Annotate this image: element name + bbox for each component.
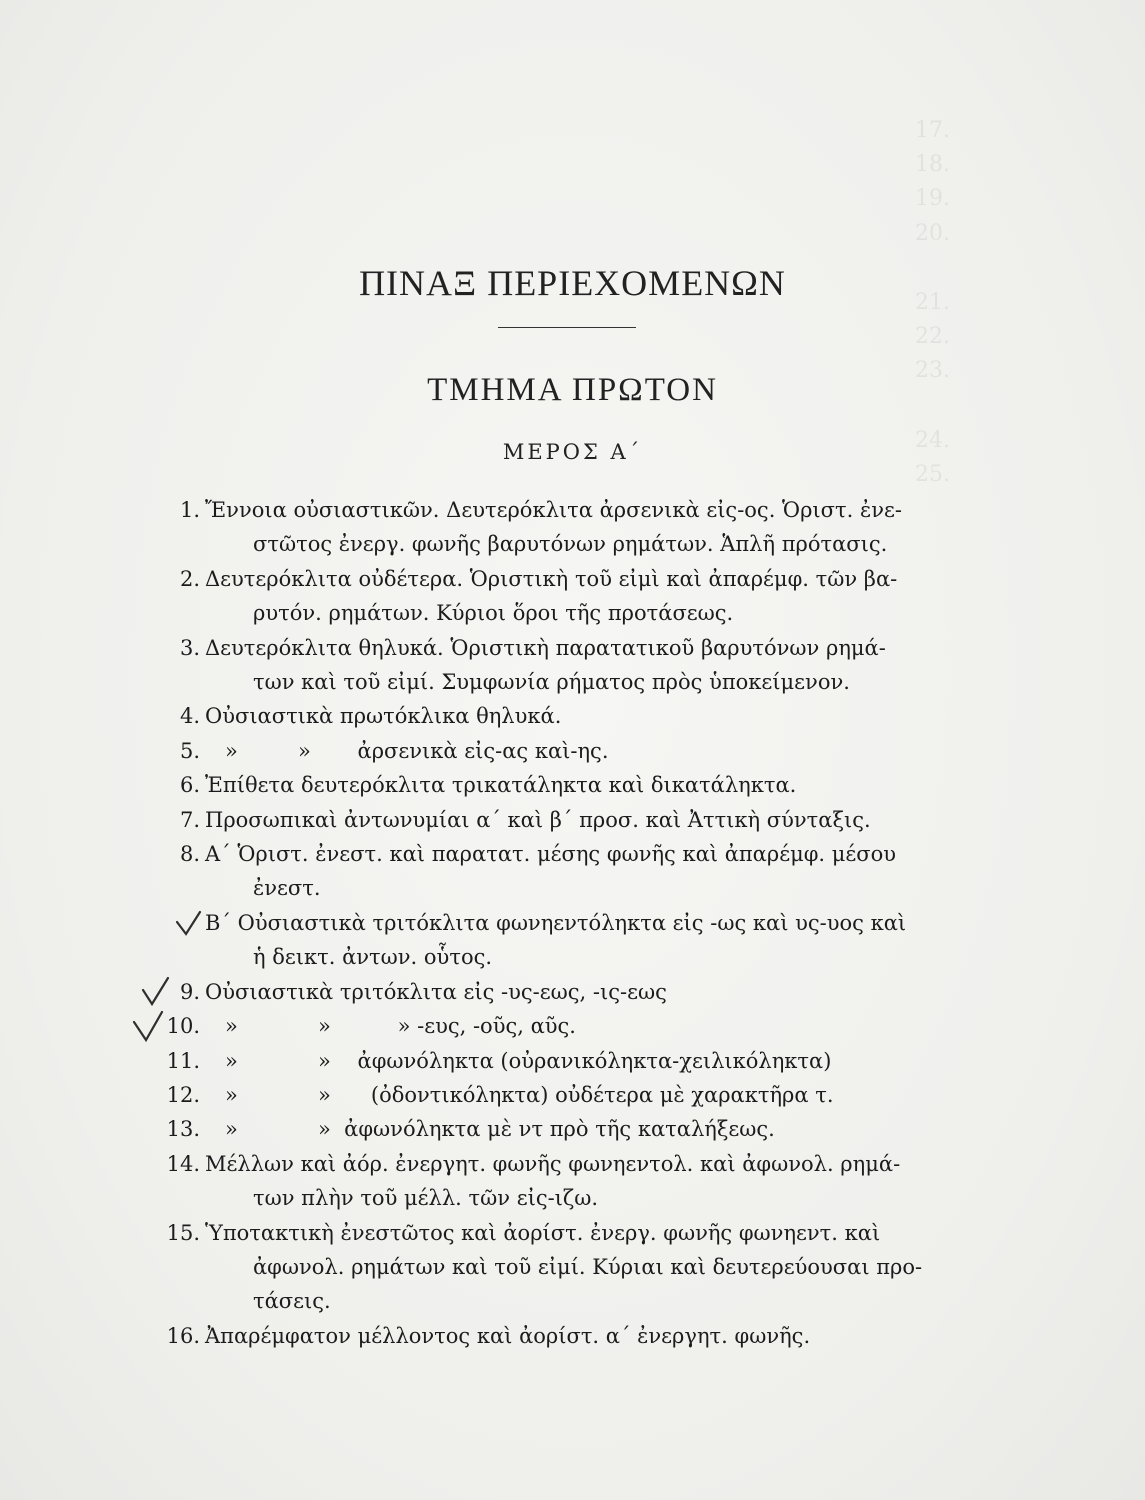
entry-number: 10. <box>166 1014 200 1039</box>
entry-number: 8. <box>179 842 200 867</box>
entry-text: Δευτερόκλιτα οὐδέτερα. Ὁριστικὴ τοῦ εἰμὶ καὶ ἀπαρέμφ. τῶν βα- <box>205 566 898 591</box>
entry-text-continued: τάσεις. <box>253 1289 331 1314</box>
toc-entry <box>148 1147 988 1216</box>
entry-number: 3. <box>179 635 200 660</box>
entry-text: » » ἀφωνόληκτα μὲ ντ πρὸ τῆς καταλήξεως. <box>205 1117 775 1142</box>
entry-number: 13. <box>166 1117 200 1142</box>
toc-entry <box>148 837 988 906</box>
entry-text-continued: των καὶ τοῦ εἰμί. Συμφωνία ρήματος πρὸς ὑποκείμενον. <box>253 670 850 695</box>
entry-text: Α΄ Ὁριστ. ἐνεστ. καὶ παρατατ. μέσης φωνῆς καὶ ἀπαρέμφ. μέσου <box>205 842 897 867</box>
entry-number: 11. <box>166 1048 200 1073</box>
toc-entry <box>148 631 988 700</box>
entry-number: 9. <box>179 979 200 1004</box>
section-title: ΤΜΗΜΑ ΠΡΩΤΟΝ <box>427 372 718 408</box>
entry-number: 7. <box>179 807 200 832</box>
entry-text: » » » -ευς, -οῦς, αῦς. <box>205 1014 576 1039</box>
toc-entry <box>148 562 988 631</box>
entry-text: Ὑποτακτικὴ ἐνεστῶτος καὶ ἀορίστ. ἐνεργ. φωνῆς φωνηεντ. καὶ <box>205 1220 881 1245</box>
entry-text: » » ἀφωνόληκτα (οὐρανικόληκτα-χειλικόληκτα) <box>205 1048 832 1073</box>
toc-entry <box>148 1112 988 1146</box>
entry-text-continued: ἀφωνολ. ρημάτων καὶ τοῦ εἰμί. Κύριαι καὶ δευτερεύουσαι προ- <box>253 1254 923 1279</box>
toc-entry <box>148 699 988 733</box>
part-title: ΜΕΡΟΣ Α΄ <box>502 440 643 464</box>
toc-entry <box>148 493 988 562</box>
entry-text-continued: των πλὴν τοῦ μέλλ. τῶν εἰς-ιζω. <box>253 1186 599 1211</box>
entry-text: Οὐσιαστικὰ πρωτόκλικα θηλυκά. <box>205 704 562 729</box>
entry-text: Ἐπίθετα δευτερόκλιτα τρικατάληκτα καὶ δικατάληκτα. <box>205 773 797 798</box>
entry-text: » » (ὀδοντικόληκτα) οὐδέτερα μὲ χαρακτῆρα τ. <box>205 1082 834 1107</box>
entry-number: 2. <box>179 566 200 591</box>
entry-text: Δευτερόκλιτα θηλυκά. Ὁριστικὴ παρατατικοῦ βαρυτόνων ρημά- <box>205 635 886 660</box>
entry-text-continued: ρυτόν. ρημάτων. Κύριοι ὅροι τῆς προτάσεως. <box>253 601 734 626</box>
entry-text: » » ἀρσενικὰ εἰς-ας καὶ-ης. <box>205 738 609 763</box>
table-of-contents-title: ΠΙΝΑΞ ΠΕΡΙΕΧΟΜΕΝΩΝ <box>359 263 786 303</box>
entry-number: 16. <box>166 1323 200 1348</box>
entry-number: 12. <box>166 1082 200 1107</box>
toc-entry <box>148 1216 988 1319</box>
entry-text: Μέλλων καὶ ἀόρ. ἐνεργητ. φωνῆς φωνηεντολ. καὶ ἀφωνολ. ρημά- <box>205 1151 901 1176</box>
entry-text-continued: ἐνεστ. <box>253 876 321 901</box>
toc-entry <box>148 906 988 975</box>
entry-text: Προσωπικαὶ ἀντωνυμίαι α΄ καὶ β΄ προσ. καὶ Ἀττικὴ σύνταξις. <box>205 807 871 832</box>
entry-number: 5. <box>179 738 200 763</box>
toc-entry <box>148 1319 988 1353</box>
toc-entry <box>148 734 988 768</box>
entry-text: Ἀπαρέμφατον μέλλοντος καὶ ἀορίστ. α΄ ἐνεργητ. φωνῆς. <box>205 1323 811 1348</box>
entry-number: 15. <box>166 1220 200 1245</box>
entry-text-continued: ἡ δεικτ. ἀντων. οὗτος. <box>253 945 493 970</box>
toc-entry <box>148 1009 988 1043</box>
entry-number: 6. <box>179 773 200 798</box>
entry-text: Β΄ Οὐσιαστικὰ τριτόκλιτα φωνηεντόληκτα εἰς -ως καὶ υς-υος καὶ <box>205 910 907 935</box>
entry-number: 1. <box>179 498 200 522</box>
toc-entry <box>148 768 988 802</box>
toc-list <box>148 493 988 1353</box>
title-divider <box>498 327 636 328</box>
entry-number: 14. <box>166 1151 200 1176</box>
toc-entry <box>148 1078 988 1112</box>
entry-text: Ἔννοια οὐσιαστικῶν. Δευτερόκλιτα ἀρσενικὰ εἰς-ος. Ὁριστ. ἐνε- <box>205 498 902 522</box>
toc-entry <box>148 975 988 1009</box>
entry-text: Οὐσιαστικὰ τριτόκλιτα εἰς -υς-εως, -ις-εως <box>205 979 667 1004</box>
entry-number: 4. <box>179 704 200 729</box>
bleed-through: 17. 18. 19. 20. 21. 22. 23. 24. 25. <box>915 118 950 487</box>
toc-entry <box>148 803 988 837</box>
entry-text-continued: στῶτος ἐνεργ. φωνῆς βαρυτόνων ρημάτων. Ἁπλῆ πρότασις. <box>253 532 888 557</box>
toc-entry <box>148 1044 988 1078</box>
